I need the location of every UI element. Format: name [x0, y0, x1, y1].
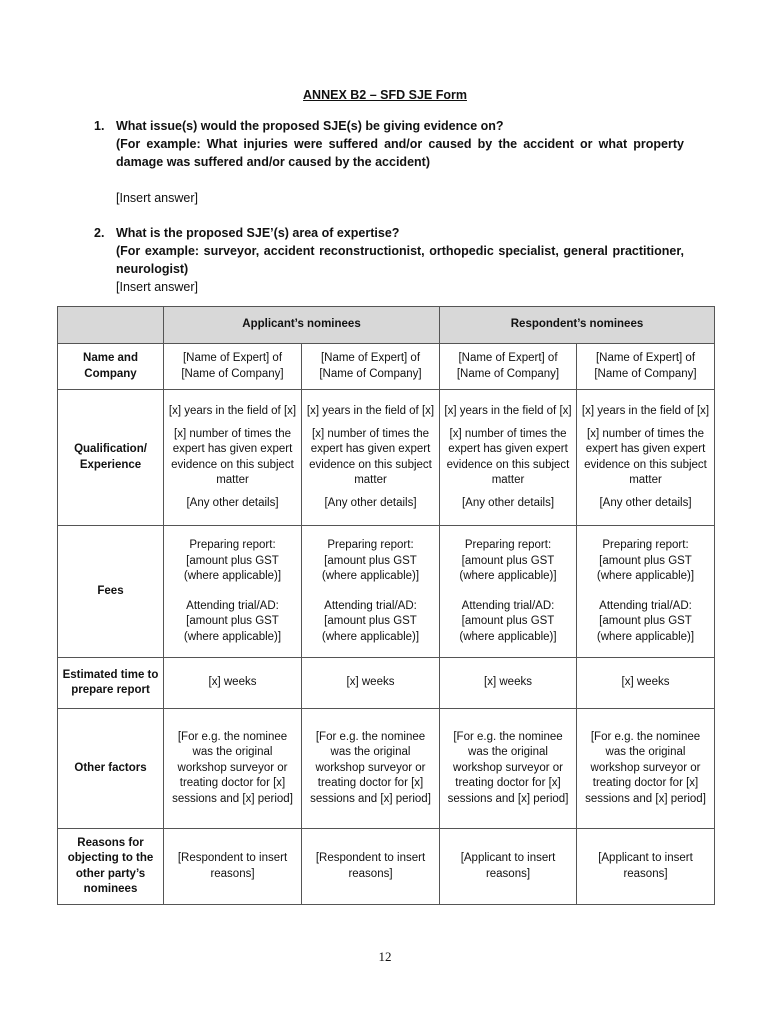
- qualification-cell[interactable]: [302, 390, 440, 526]
- attending-trial-label: Attending trial/AD:: [186, 599, 279, 612]
- reasons-cell[interactable]: [Respondent to insert reasons]: [164, 829, 302, 905]
- table-row: [58, 658, 715, 709]
- question-2-text: What is the proposed SJE’(s) area of expertise?: [116, 226, 400, 240]
- years-in-field: [x] years in the field of [x]: [306, 405, 435, 417]
- table-row: [58, 526, 715, 658]
- fee-applicable: (where applicable)]: [183, 570, 282, 582]
- table-header-row: [58, 307, 715, 344]
- qualification-cell[interactable]: [577, 390, 715, 526]
- company-name: [Name of Company]: [594, 367, 697, 380]
- reasons-cell[interactable]: [Applicant to insert reasons]: [440, 829, 577, 905]
- reasons-cell[interactable]: [Applicant to insert reasons]: [577, 829, 715, 905]
- fee-amount: [amount plus GST: [324, 615, 417, 627]
- name-company-cell[interactable]: [302, 344, 440, 390]
- times-given-evidence: [x] number of times the expert has given expert evidence on this subject matter: [584, 427, 707, 486]
- attending-trial-label: Attending trial/AD:: [461, 599, 555, 612]
- times-given-evidence: [x] number of times the expert has given expert evidence on this subject matter: [171, 427, 294, 486]
- company-name: [Name of Company]: [456, 367, 560, 380]
- expert-name: [Name of Expert] of: [458, 352, 558, 364]
- question-1-answer[interactable]: [Insert answer]: [116, 191, 198, 205]
- years-in-field: [x] years in the field of [x]: [168, 405, 297, 417]
- row-label-qualification: Qualification/ Experience: [58, 390, 164, 526]
- fee-amount: [amount plus GST: [324, 554, 417, 567]
- other-factors-cell[interactable]: [For e.g. the nominee was the original workshop surveyor or treating doctor for [x] sessions and [x] period]: [164, 709, 302, 829]
- header-respondent-nominees: Respondent’s nominees: [440, 307, 715, 344]
- fee-applicable: (where applicable)]: [596, 630, 695, 643]
- attending-trial-label: Attending trial/AD:: [324, 599, 417, 612]
- other-details: [Any other details]: [599, 496, 692, 509]
- question-1-number: 1.: [94, 119, 105, 133]
- fee-amount: [amount plus GST: [461, 554, 555, 567]
- question-1-example: (For example: What injuries were suffered and/or caused by the accident or what property damage was suffered and/or caused by the accident): [116, 137, 684, 169]
- attending-trial-label: Attending trial/AD:: [599, 599, 692, 612]
- question-2-number: 2.: [94, 226, 105, 240]
- fee-applicable: (where applicable)]: [459, 630, 557, 643]
- name-company-cell[interactable]: [440, 344, 577, 390]
- fees-cell[interactable]: [164, 526, 302, 658]
- page-number: 12: [378, 949, 392, 964]
- fee-amount: [amount plus GST: [186, 615, 279, 627]
- fee-applicable: (where applicable)]: [596, 570, 695, 582]
- row-label-name-company: Name and Company: [58, 344, 164, 390]
- company-name: [Name of Company]: [181, 367, 284, 380]
- table-row: [58, 709, 715, 829]
- other-factors-cell[interactable]: [For e.g. the nominee was the original workshop surveyor or treating doctor for [x] sessions and [x] period]: [440, 709, 577, 829]
- preparing-report-label: Preparing report:: [464, 539, 552, 551]
- expert-name: [Name of Expert] of: [320, 352, 421, 364]
- question-2: [94, 224, 684, 296]
- fee-applicable: (where applicable)]: [183, 630, 282, 643]
- other-details: [Any other details]: [461, 496, 555, 509]
- question-2-answer[interactable]: [Insert answer]: [116, 280, 198, 294]
- table-row: [58, 829, 715, 905]
- preparing-report-label: Preparing report:: [189, 539, 276, 551]
- expert-name: [Name of Expert] of: [182, 352, 283, 364]
- row-label-estimated-time: Estimated time to prepare report: [58, 658, 164, 709]
- name-company-cell[interactable]: [577, 344, 715, 390]
- reasons-cell[interactable]: [Respondent to insert reasons]: [302, 829, 440, 905]
- times-given-evidence: [x] number of times the expert has given expert evidence on this subject matter: [446, 427, 570, 486]
- estimated-time-cell[interactable]: [x] weeks: [302, 658, 440, 709]
- years-in-field: [x] years in the field of [x]: [581, 405, 710, 417]
- years-in-field: [x] years in the field of [x]: [444, 405, 572, 417]
- estimated-time-cell[interactable]: [x] weeks: [164, 658, 302, 709]
- question-1: [94, 117, 684, 207]
- times-given-evidence: [x] number of times the expert has given expert evidence on this subject matter: [309, 427, 432, 486]
- estimated-time-cell[interactable]: [x] weeks: [440, 658, 577, 709]
- fees-cell[interactable]: [440, 526, 577, 658]
- header-empty: [58, 307, 164, 344]
- preparing-report-label: Preparing report:: [327, 539, 414, 551]
- other-factors-cell[interactable]: [For e.g. the nominee was the original workshop surveyor or treating doctor for [x] sessions and [x] period]: [302, 709, 440, 829]
- name-company-cell[interactable]: [164, 344, 302, 390]
- preparing-report-label: Preparing report:: [602, 539, 689, 551]
- fee-amount: [amount plus GST: [599, 554, 692, 567]
- row-label-other-factors: Other factors: [58, 709, 164, 829]
- fee-amount: [amount plus GST: [599, 615, 692, 627]
- qualification-cell[interactable]: [164, 390, 302, 526]
- fees-cell[interactable]: [577, 526, 715, 658]
- question-1-text: What issue(s) would the proposed SJE(s) be giving evidence on?: [116, 119, 504, 133]
- fee-amount: [amount plus GST: [186, 554, 279, 567]
- other-factors-cell[interactable]: [For e.g. the nominee was the original workshop surveyor or treating doctor for [x] sessions and [x] period]: [577, 709, 715, 829]
- row-label-fees: Fees: [58, 526, 164, 658]
- expert-name: [Name of Expert] of: [595, 352, 696, 364]
- company-name: [Name of Company]: [319, 367, 422, 380]
- table-row: [58, 390, 715, 526]
- header-applicant-nominees: Applicant’s nominees: [164, 307, 440, 344]
- estimated-time-cell[interactable]: [x] weeks: [577, 658, 715, 709]
- fee-applicable: (where applicable)]: [321, 570, 420, 582]
- form-title: ANNEX B2 – SFD SJE Form: [303, 88, 467, 102]
- row-label-reasons: Reasons for objecting to the other party’s nominees: [58, 829, 164, 905]
- table-row: [58, 344, 715, 390]
- fee-applicable: (where applicable)]: [321, 630, 420, 643]
- qualification-cell[interactable]: [440, 390, 577, 526]
- fees-cell[interactable]: [302, 526, 440, 658]
- other-details: [Any other details]: [324, 496, 417, 509]
- other-details: [Any other details]: [186, 496, 279, 509]
- question-2-example: (For example: surveyor, accident reconstructionist, orthopedic specialist, general practitioner, neurologist): [116, 244, 684, 276]
- nominees-table: [57, 306, 715, 905]
- fee-amount: [amount plus GST: [461, 615, 555, 627]
- fee-applicable: (where applicable)]: [459, 570, 557, 582]
